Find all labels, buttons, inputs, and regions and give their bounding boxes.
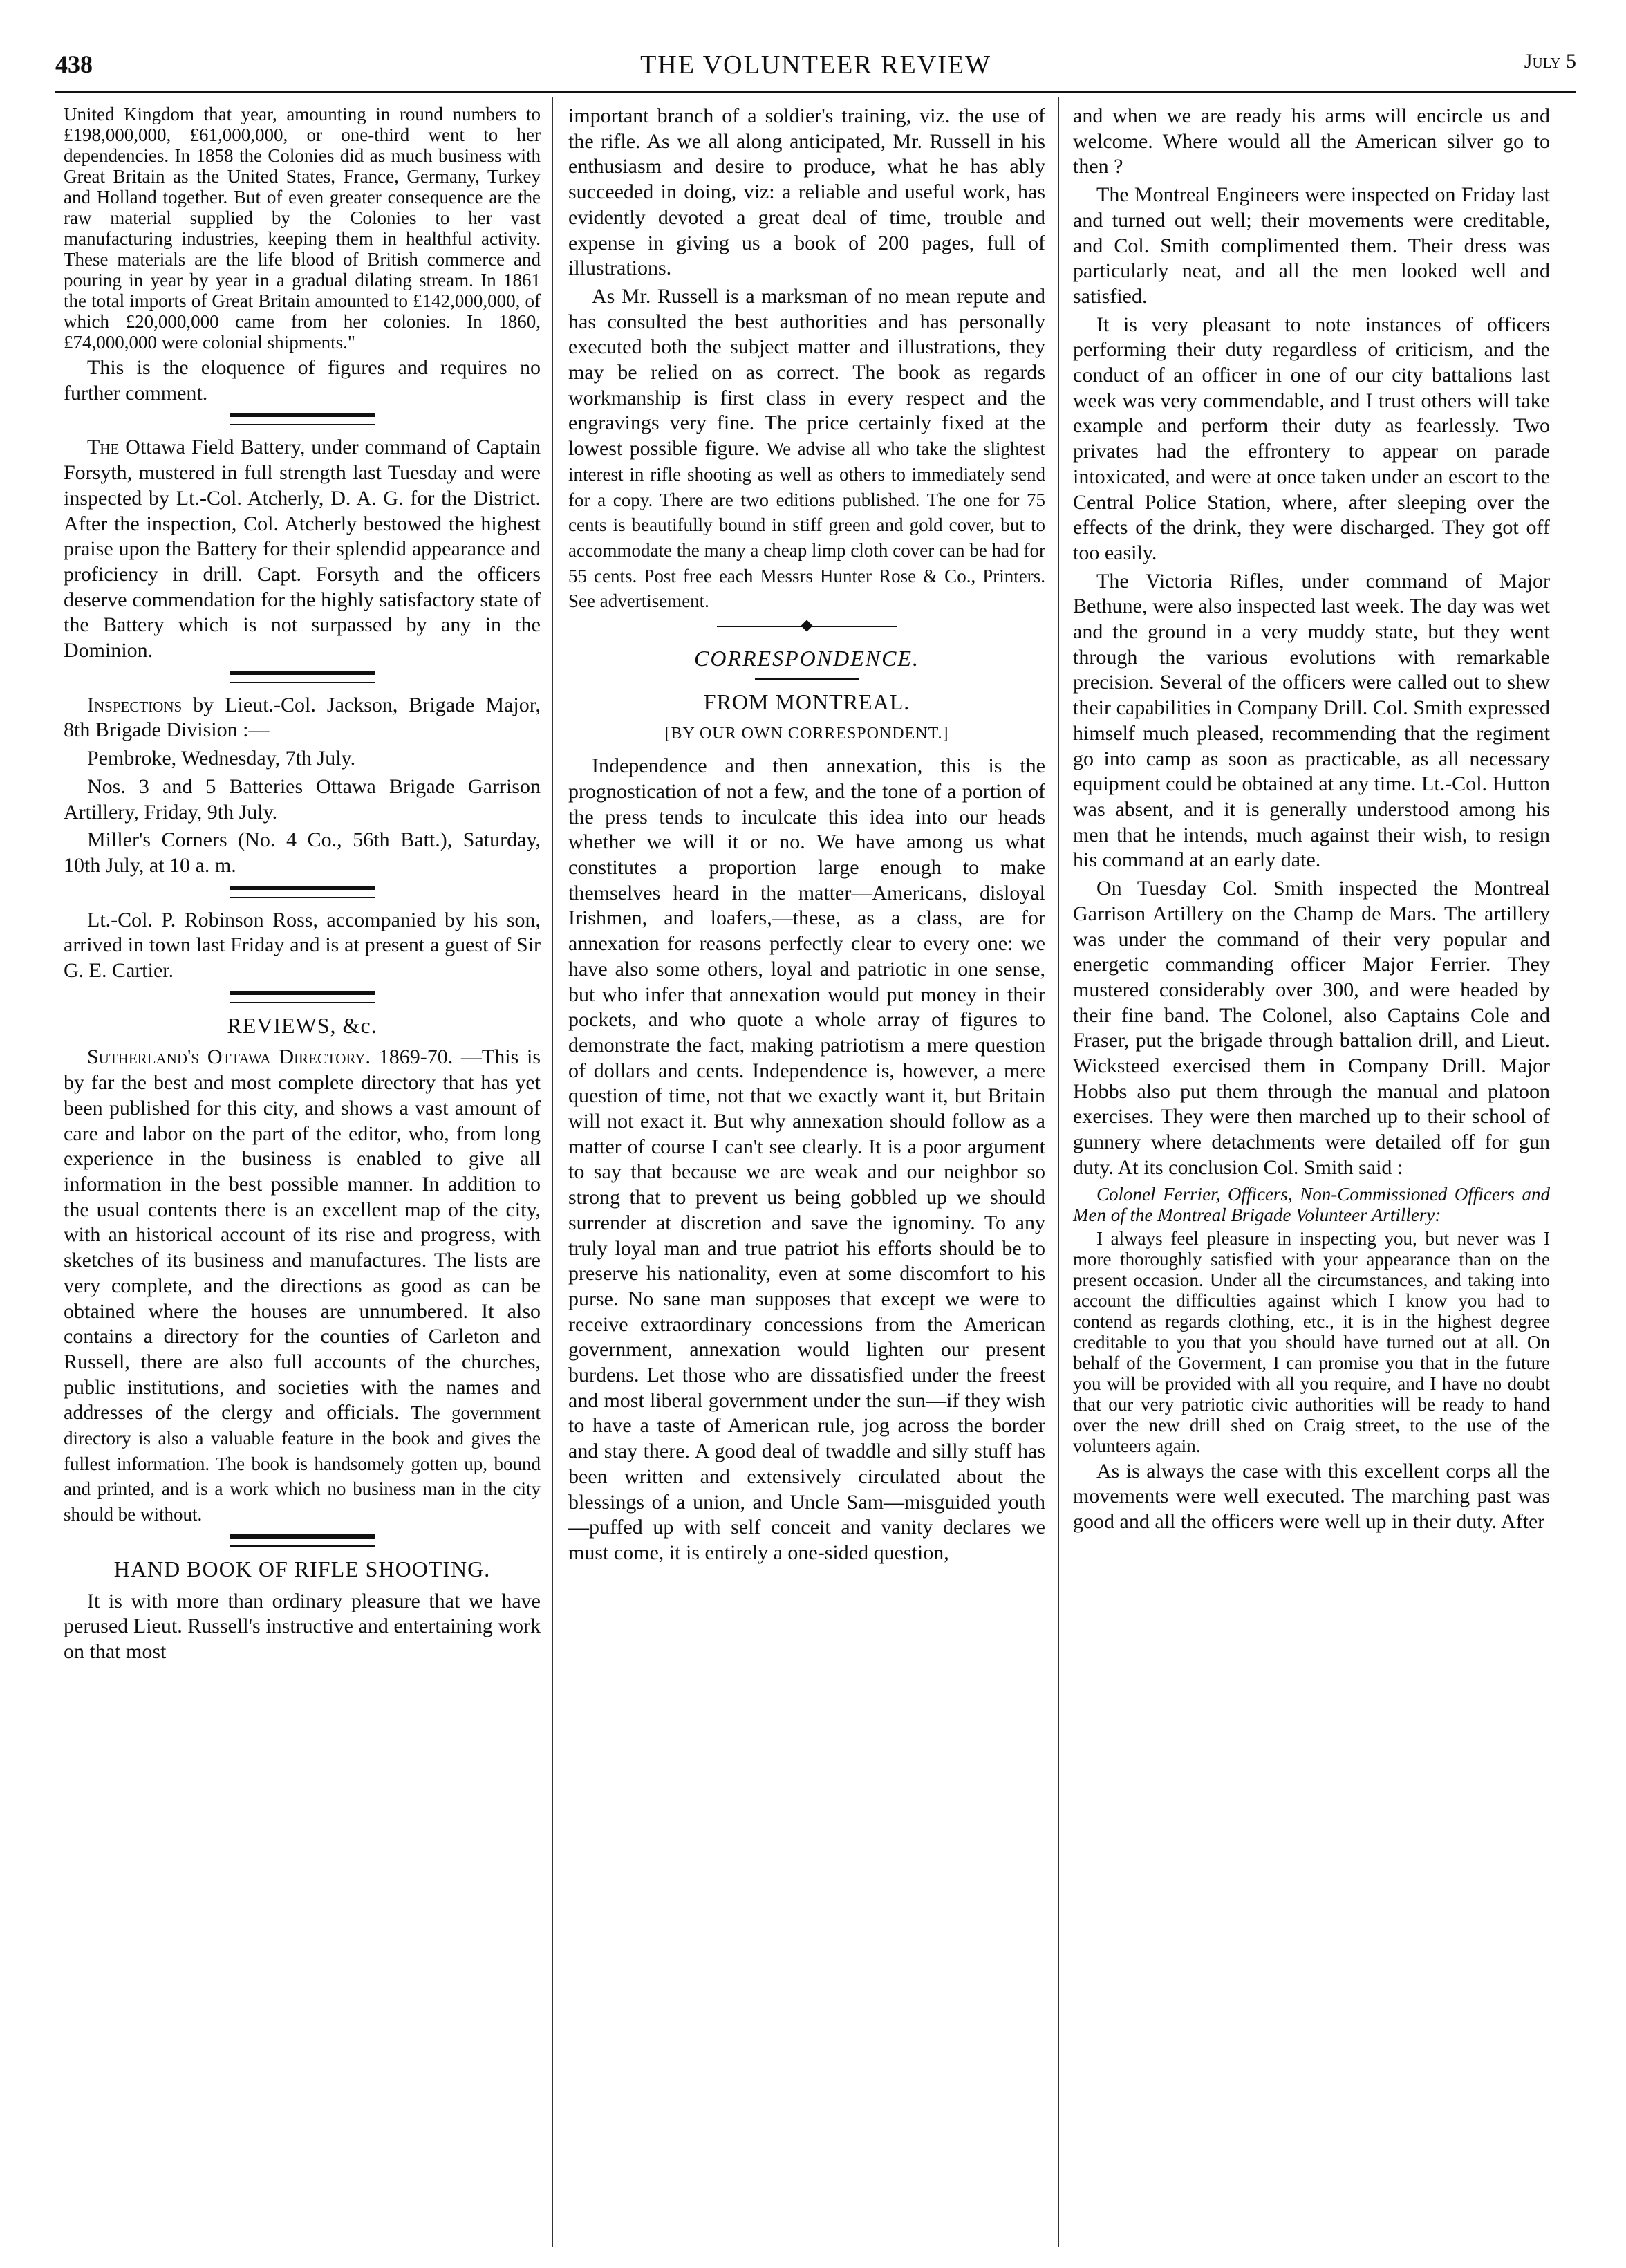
article-text-small: We advise all who take the slightest interest in rifle shooting as well as others to immediately send for a copy. There are two editions published. The one for 75 cents is beautifully bound in stiff green and gold cover, but to accommodate the many a cheap limp cloth cover can be had for 55 cents. Post free each Messrs Hunter Rose & Co., Printers. See advertisement. (568, 438, 1046, 612)
article-paragraph: The Montreal Engineers were inspected on Friday last and turned out well; their movements were creditable, and Col. Smith complimented them. Their dress was particularly neat, and all the men looked well and satisfied. (1073, 183, 1550, 308)
from-montreal-heading: FROM MONTREAL. (703, 689, 910, 714)
column-1 (64, 104, 541, 1668)
article-paragraph: and when we are ready his arms will encircle us and welcome. Where would all the American silver go to then ? (1073, 104, 1550, 178)
news-item (64, 693, 541, 743)
issue-date: July 5 (1524, 50, 1576, 73)
ornamental-divider (717, 621, 897, 632)
byline: [BY OUR OWN CORRESPONDENT.] (664, 725, 949, 743)
schedule-item: Miller's Corners (No. 4 Co., 56th Batt.), Saturday, 10th July, at 10 a. m. (64, 828, 541, 877)
column-2 (568, 104, 1045, 1569)
review-text-small: The government directory is also a valuable feature in the book and gives the fullest information. The book is handsomely gotten up, bound and printed, and is a work which no business man in the city should be without. (64, 1402, 541, 1525)
section-divider (230, 413, 375, 425)
header-rule (55, 91, 1576, 93)
article-paragraph: United Kingdom that year, amounting in round numbers to £198,000,000, £61,000,000, or one-third went to her dependencies. In 1858 the Colonies did as much business with Great Britain as the United States, France, Germany, Turkey and Holland together. But of even greater consequence are the raw material supplied by the Colonies to her vast manufacturing industries, keeping them in healthful activity. These materials are the life blood of British commerce and pouring in year by year in a gradual dilating stream. In 1861 the total imports of Great Britain amounted to £142,000,000, of which £20,000,000 came from her colonies. In 1860, £74,000,000 were colonial shipments." (64, 104, 541, 353)
news-item: Lt.-Col. P. Robinson Ross, accompanied by his son, arrived in town last Friday and is at present a guest of Sir G. E. Cartier. (64, 908, 541, 983)
review-title: Sutherland's Ottawa Directory. (87, 1045, 371, 1069)
lead-word: Inspections (87, 693, 183, 716)
section-divider (230, 991, 375, 1003)
article-paragraph: important branch of a soldier's training, viz. the use of the rifle. As we all along anticipated, Mr. Russell in his enthusiasm and desire to produce, what he has ably succeeded in doing, viz: a reliable and useful work, has evidently devoted a great deal of time, trouble and expense in giving us a book of 200 pages, full of illustrations. (568, 104, 1045, 280)
schedule-item: Pembroke, Wednesday, 7th July. (87, 747, 356, 770)
review-paragraph: It is with more than ordinary pleasure that we have perused Lieut. Russell's instructive and entertaining work on that most (64, 1589, 541, 1663)
section-divider (230, 671, 375, 683)
news-item-text: by Lieut.-Col. Jackson, Brigade Major, 8th Brigade Division :— (64, 693, 541, 742)
article-paragraph (568, 284, 1045, 614)
review-paragraph (64, 1045, 541, 1527)
article-paragraph: This is the eloquence of figures and requires no further comment. (64, 356, 541, 405)
article-paragraph: The Victoria Rifles, under command of Major Bethune, were also inspected last week. The day was wet and the ground in a very muddy state, but they went through the various evolutions with remarkable precision. Several of the officers were called out to shew their capabilities in Company Drill. Col. Smith expressed himself much pleased, recommending that the regiment go into camp as soon as practicable, as all necessary equipment could be obtained at any time. Lt.-Col. Hutton was absent, and it is generally understood among his men that he intends, much against their wish, to resign his command at an early date. (1073, 569, 1550, 872)
review-text: 1869-70. —This is by far the best and most complete directory that has yet been published for this city, and shows a vast amount of care and labor on the part of the editor, who, from long experience in the business is enabled to give all information in the best possible manner. In addition to the usual contents there is an excellent map of the city, with an historical account of its rise and progress, with sketches of its business and manufactures. The lists are very complete, and the directions as good as can be obtained where the houses are unnumbered. It also contains a directory for the counties of Carleton and Russell, there are also full accounts of the churches, public institutions, and societies with the names and addresses of the clergy and officials. (64, 1045, 541, 1424)
page-header (55, 50, 1576, 91)
lead-word: The (87, 436, 120, 459)
column-divider-2 (1058, 97, 1059, 2247)
publication-title: THE VOLUNTEER REVIEW (640, 50, 991, 80)
news-item (64, 435, 541, 663)
speech-salutation: Colonel Ferrier, Officers, Non-Commissioned Officers and Men of the Montreal Brigade Volunteer Artillery: (1073, 1183, 1550, 1225)
article-paragraph: Independence and then annexation, this is the prognostication of not a few, and the tone of a portion of the press tends to inculcate this idea into our heads whether we will it or no. We have among us what constitutes a proportion large enough to make themselves heard in the matter—Americans, disloyal Irishmen, and loafers,—these, as a class, are for annexation for reasons perfectly clear to every one: we have also some others, loyal and patriotic in one sense, but who infer that annexation would put money in their pockets, and who quote a whole array of figures to demonstrate the fact, making patriotism a mere question of dollars and cents. Independence is, however, a mere question of time, not that we exactly want it, but Britain will not exact it. But why annexation should follow as a matter of course I can't see clearly. It is a poor argument to say that because we are weak and our neighbor so strong that to prevent us being gobbled up we should surrender at discretion and save the ignominy. To any truly loyal man and true patriot his efforts should be to preserve his nationality, even at some discomfort to his purse. No sane man supposes that except we were to receive extraordinary concessions from the American government, annexation would lighten our present burdens. Let those who are dissatisfied under the freest and most liberal government under the sun—if they wish to have a taste of American rule, jog across the border and stay there. A good deal of twaddle and silly stuff has been written and extensively circulated about the blessings of a union, and Uncle Sam—misguided youth—puffed up with self conceit and vanity declares we must come, it is entirely a one-sided question, (568, 754, 1045, 1564)
page-number: 438 (55, 50, 93, 78)
section-divider (230, 1534, 375, 1547)
handbook-heading: HAND BOOK OF RIFLE SHOOTING. (113, 1556, 491, 1581)
article-paragraph: It is very pleasant to note instances of officers performing their duty regardless of criticism, and the conduct of an officer in one of our city battalions last week was very commendable, and I trust others will take example and perform their duty as fearlessly. Two privates had the effrontery to appear on parade intoxicated, and were at once taken under an escort to the Central Police Station, where, after sleeping over the effects of the drink, they were discharged. They got off too easily. (1073, 313, 1550, 564)
article-text: As Mr. Russell is a marksman of no mean repute and has consulted the best authorities and has personally executed both the subject matter and illustrations, they may be relied on as correct. The book as regards workmanship is first class in every respect and the engravings very fine. The price certainly fixed at the lowest possible figure. (568, 284, 1045, 461)
correspondence-heading: CORRESPONDENCE. (694, 646, 919, 671)
heading-rule (755, 678, 859, 680)
section-divider (230, 886, 375, 898)
speech-text: I always feel pleasure in inspecting you, but never was I more thoroughly satisfied with your appearance than on the present occasion. Under all the circumstances, and taking into account the difficulties against which I know you had to contend as regards clothing, etc., it is in the highest degree creditable to you that you should have turned out at all. On behalf of the Goverment, I can promise you that in the future you will be provided with all you require, and I have no doubt that our very patriotic civic authorities will be ready to hand over the new drill shed on Craig street, to the use of the volunteers again. (1073, 1227, 1550, 1456)
reviews-heading: REVIEWS, &c. (227, 1012, 377, 1038)
article-paragraph: As is always the case with this excellent corps all the movements were well executed. The marching past was good and all the officers were well up in their duty. After (1073, 1459, 1550, 1533)
schedule-item: Nos. 3 and 5 Batteries Ottawa Brigade Garrison Artillery, Friday, 9th July. (64, 774, 541, 824)
column-divider-1 (552, 97, 553, 2247)
column-3 (1073, 104, 1550, 1538)
article-paragraph: On Tuesday Col. Smith inspected the Montreal Garrison Artillery on the Champ de Mars. The artillery was under the command of their very popular and energetic commanding officer Major Ferrier. They mustered considerably over 300, and were headed by their fine band. The Colonel, also Captains Cole and Fraser, put the brigade through battalion drill, and Lieut. Wicksteed exercised them in Company Drill. Major Hobbs also put them through the manual and platoon exercises. They were then marched up to their school of gunnery where detachments were detailed off for gun duty. At its conclusion Col. Smith said : (1073, 877, 1550, 1179)
news-item-text: Ottawa Field Battery, under command of Captain Forsyth, mustered in full strength last Tuesday and were inspected by Lt.-Col. Atcherly, D. A. G. for the District. After the inspection, Col. Atcherly bestowed the highest praise upon the Battery for their splendid appearance and proficiency in drill. Capt. Forsyth and the officers deserve commendation for the highly satisfactory state of the Battery which is not surpassed by any in the Dominion. (64, 436, 541, 662)
